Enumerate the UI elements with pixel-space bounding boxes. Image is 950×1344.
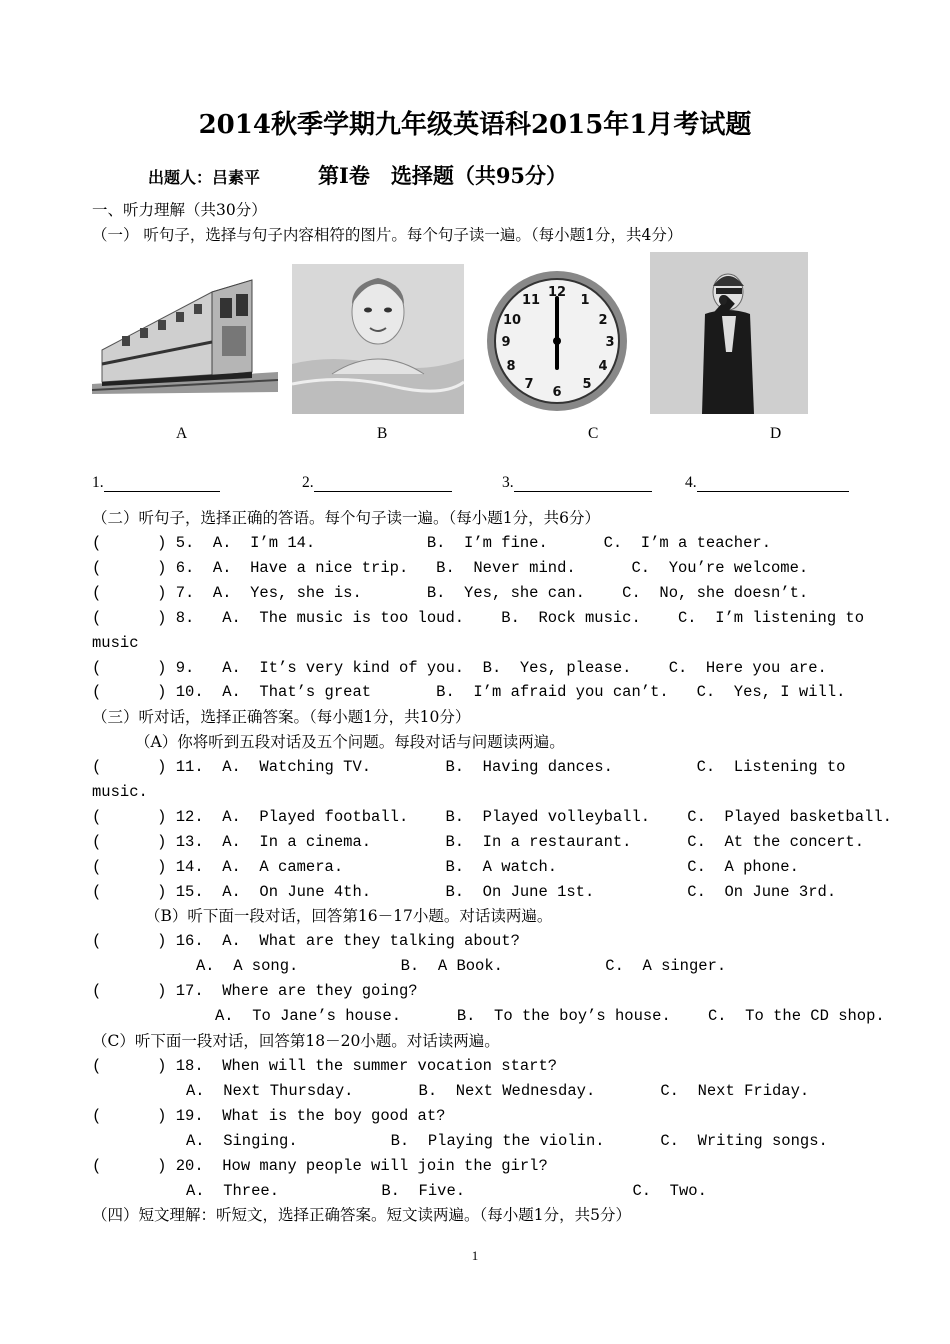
instruction-part3a: （A）你将听到五段对话及五个问题。每段对话与问题读两遍。 (135, 733, 565, 751)
part-heading: 第Ⅰ卷 选择题（共95分） (318, 163, 568, 188)
clock-icon (484, 268, 630, 414)
clock-number: 6 (552, 385, 562, 400)
instruction-part4: （四）短文理解：听短文，选择正确答案。短文读两遍。（每小题1分，共5分） (92, 1206, 631, 1224)
question-9: ( ) 9. A. It’s very kind of you. B. Yes, please. C. Here you are. (92, 659, 827, 677)
question-6: ( ) 6. A. Have a nice trip. B. Never mind. C. You’re welcome. (92, 559, 809, 577)
question-10: ( ) 10. A. That’s great B. I’m afraid you can’t. C. Yes, I will. (92, 683, 846, 701)
instruction-part3c: （C）听下面一段对话，回答第18－20小题。对话读两遍。 (92, 1032, 500, 1050)
page-number: 1 (471, 1248, 479, 1263)
clock-number: 10 (502, 313, 522, 328)
answer-blank-4[interactable]: 4. (685, 474, 849, 492)
question-20: ( ) 20. How many people will join the girl? (92, 1157, 548, 1175)
section-title: 一、听力理解（共30分） (92, 201, 267, 219)
question-18: ( ) 18. When will the summer vocation start? (92, 1057, 558, 1075)
singer-icon (650, 252, 808, 414)
question-17-options: A. To Jane’s house. B. To the boy’s house. C. To the CD shop. (215, 1007, 885, 1025)
clock-number: 8 (506, 359, 516, 374)
question-13: ( ) 13. A. In a cinema. B. In a restaurant. C. At the concert. (92, 833, 865, 851)
question-16: ( ) 16. A. What are they talking about? (92, 932, 520, 950)
question-11-continued: music. (92, 783, 148, 801)
clock-number: 4 (598, 359, 608, 374)
page-title: 2014秋季学期九年级英语科2015年1月考试题 (198, 110, 752, 140)
question-11: ( ) 11. A. Watching TV. B. Having dances. C. Listening to (92, 758, 846, 776)
question-7: ( ) 7. A. Yes, she is. B. Yes, she can. C. No, she doesn’t. (92, 584, 809, 602)
clock-number: 12 (547, 285, 567, 300)
instruction-part3b: （B）听下面一段对话，回答第16－17小题。对话读两遍。 (145, 907, 553, 925)
question-20-options: A. Three. B. Five. C. Two. (186, 1182, 707, 1200)
question-17: ( ) 17. Where are they going? (92, 982, 418, 1000)
clock-number: 3 (605, 335, 615, 350)
clock-number: 1 (580, 293, 590, 308)
answer-blank-2[interactable]: 2. (302, 474, 452, 492)
question-18-options: A. Next Thursday. B. Next Wednesday. C. Next Friday. (186, 1082, 810, 1100)
question-8-continued: music (92, 634, 139, 652)
question-5: ( ) 5. A. I’m 14. B. I’m fine. C. I’m a teacher. (92, 534, 772, 552)
instruction-part3: （三）听对话，选择正确答案。（每小题1分，共10分） (92, 708, 471, 726)
clock-number: 2 (598, 313, 608, 328)
answer-blank-1[interactable]: 1. (92, 474, 220, 492)
author-line: 出题人：吕素平 (148, 168, 261, 187)
question-8: ( ) 8. A. The music is too loud. B. Rock music. C. I’m listening to (92, 609, 865, 627)
question-12: ( ) 12. A. Played football. B. Played volleyball. C. Played basketball. (92, 808, 892, 826)
question-19: ( ) 19. What is the boy good at? (92, 1107, 446, 1125)
swimmer-icon (292, 264, 464, 414)
question-14: ( ) 14. A. A camera. B. A watch. C. A phone. (92, 858, 799, 876)
question-19-options: A. Singing. B. Playing the violin. C. Writing songs. (186, 1132, 828, 1150)
clock-number: 7 (524, 377, 534, 392)
answer-blank-3[interactable]: 3. (502, 474, 652, 492)
picture-label-c: C (588, 425, 599, 442)
question-16-options: A. A song. B. A Book. C. A singer. (196, 957, 727, 975)
picture-label-a: A (176, 425, 188, 442)
train-icon (92, 272, 278, 402)
picture-label-b: B (377, 425, 388, 442)
picture-label-d: D (770, 425, 782, 442)
clock-number: 5 (582, 377, 592, 392)
clock-number: 9 (501, 335, 511, 350)
question-15: ( ) 15. A. On June 4th. B. On June 1st. C. On June 3rd. (92, 883, 837, 901)
instruction-part2: （二）听句子，选择正确的答语。每个句子读一遍。（每小题1分，共6分） (92, 509, 600, 527)
clock-number: 11 (521, 293, 541, 308)
instruction-part1: （一） 听句子，选择与句子内容相符的图片。每个句子读一遍。（每小题1分，共4分） (92, 226, 683, 244)
